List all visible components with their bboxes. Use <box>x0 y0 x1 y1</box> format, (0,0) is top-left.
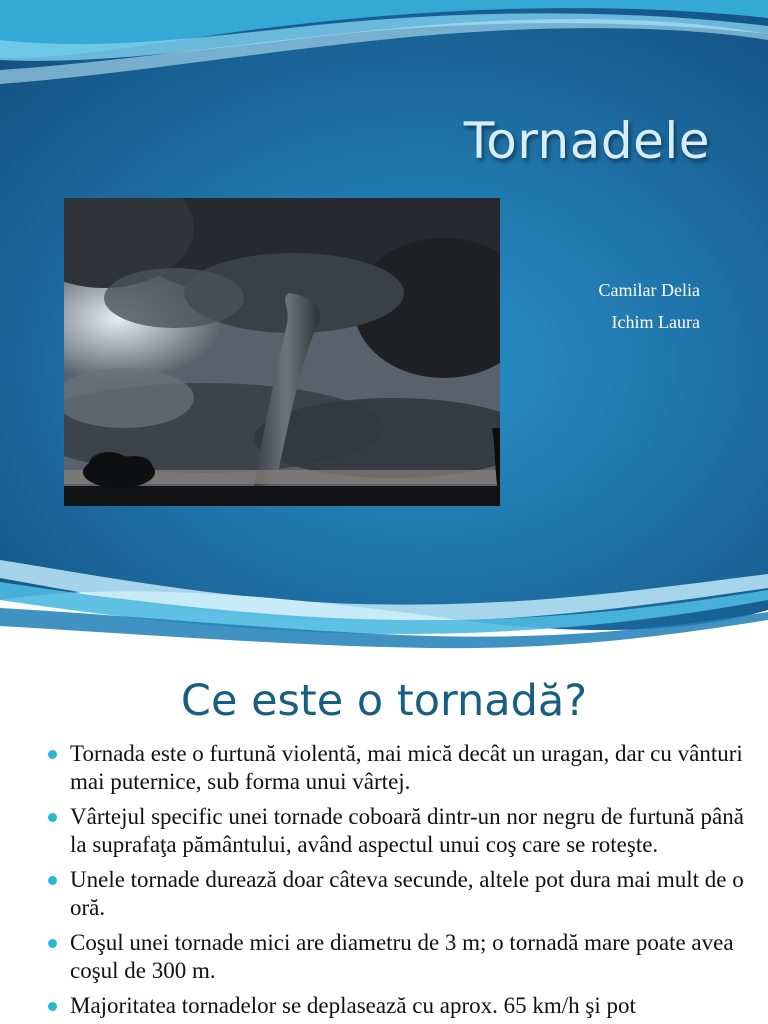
list-item <box>46 929 746 985</box>
bullet-dot-icon <box>48 813 57 822</box>
list-item <box>46 992 746 1020</box>
content-slide <box>0 660 768 1024</box>
bullet-dot-icon <box>48 1002 57 1011</box>
slide-title: Tornadele <box>463 112 710 170</box>
slide-heading: Ce este o tornadă? <box>180 676 588 726</box>
bullet-dot-icon <box>48 750 57 759</box>
bullet-list <box>46 740 746 1024</box>
bullet-dot-icon <box>48 876 57 885</box>
bullet-text: Majoritatea tornadelor se deplasează cu aprox. 65 km/h şi pot <box>70 993 636 1018</box>
bullet-text: Tornada este o furtună violentă, mai mică decât un uragan, dar cu vânturi mai puternice, sub forma unui vârtej. <box>70 741 743 794</box>
list-item <box>46 803 746 859</box>
author-name: Ichim Laura <box>611 312 700 332</box>
list-item <box>46 740 746 796</box>
bullet-text: Unele tornade durează doar câteva secunde, altele pot dura mai mult de o oră. <box>70 867 744 920</box>
bullet-dot-icon <box>48 939 57 948</box>
tornado-photo <box>64 198 500 506</box>
bottom-wave-decoration <box>0 560 768 660</box>
top-wave-decoration <box>0 0 768 110</box>
bullet-text: Vârtejul specific unei tornade coboară dintr-un nor negru de furtună până la suprafaţa pământului, având aspectul unui coş care se roteşte. <box>70 804 744 857</box>
bullet-text: Coşul unei tornade mici are diametru de 3 m; o tornadă mare poate avea coşul de 300 m. <box>70 930 734 983</box>
author-name: Camilar Delia <box>598 280 700 300</box>
list-item <box>46 866 746 922</box>
authors-block <box>599 274 700 338</box>
tornado-illustration <box>64 198 500 506</box>
